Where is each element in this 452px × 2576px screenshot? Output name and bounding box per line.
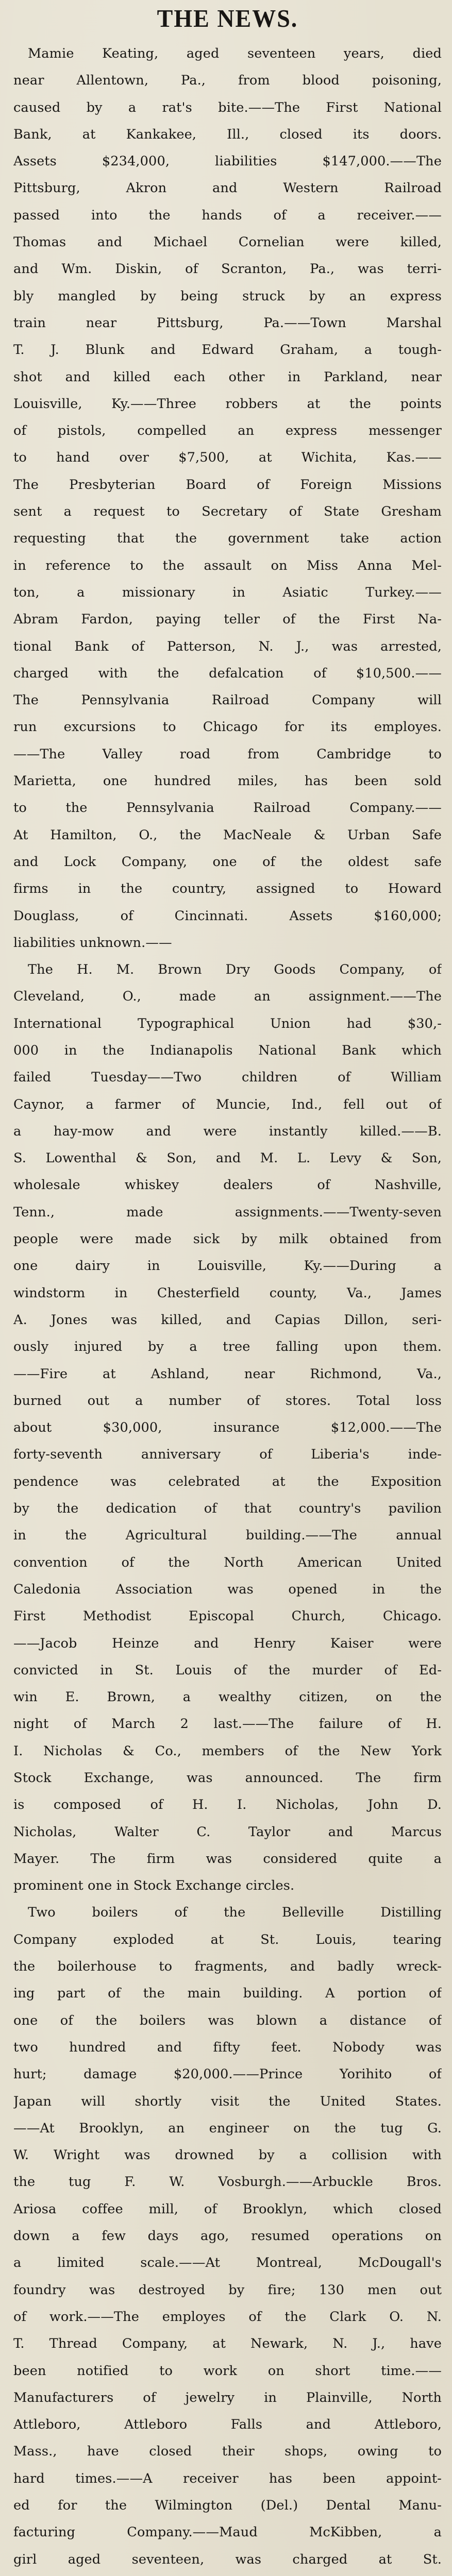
text-line: ——Jacob Heinze and Henry Kaiser were xyxy=(13,1635,442,1651)
text-line: of work.——The employes of the Clark O. N. xyxy=(13,2309,442,2325)
text-line: T. Thread Company, at Newark, N. J., have xyxy=(13,2336,442,2352)
text-line: failed Tuesday——Two children of William xyxy=(13,1070,442,1086)
text-line: At Hamilton, O., the MacNeale & Urban Safe xyxy=(13,827,442,843)
text-line: I. Nicholas & Co., members of the New York xyxy=(13,1743,442,1759)
text-line: ton, a missionary in Asiatic Turkey.—— xyxy=(13,584,442,600)
text-line: Stock Exchange, was announced. The firm xyxy=(13,1770,442,1786)
text-line: girl aged seventeen, was charged at St. xyxy=(13,2551,442,2567)
text-line: and Lock Company, one of the oldest safe xyxy=(13,854,442,870)
text-line: 000 in the Indianapolis National Bank which xyxy=(13,1042,442,1058)
text-line xyxy=(13,2573,442,2576)
text-line: convention of the North American United xyxy=(13,1554,442,1570)
text-line: First Methodist Episcopal Church, Chicago. xyxy=(13,1608,442,1624)
text-line: facturing Company.——Maud McKibben, a xyxy=(13,2524,442,2540)
text-line: Caynor, a farmer of Muncie, Ind., fell out of xyxy=(13,1096,442,1112)
text-line: Assets $234,000, liabilities $147,000.——The xyxy=(13,154,442,170)
text-line: Marietta, one hundred miles, has been sold xyxy=(13,773,442,789)
text-line: wholesale whiskey dealers of Nashville, xyxy=(13,1177,442,1193)
text-line: in the Agricultural building.——The annual xyxy=(13,1528,442,1544)
text-line: by the dedication of that country's pavilion xyxy=(13,1501,442,1517)
text-line: win E. Brown, a wealthy citizen, on the xyxy=(13,1689,442,1705)
text-line: The Pennsylvania Railroad Company will xyxy=(13,692,442,708)
text-line: Bank, at Kankakee, Ill., closed its doors. xyxy=(13,126,442,142)
text-line: Two boilers of the Belleville Distilling xyxy=(28,1905,442,1921)
text-line: near Allentown, Pa., from blood poisoning, xyxy=(13,73,442,89)
text-line: firms in the country, assigned to Howard xyxy=(13,881,442,897)
text-line: The Presbyterian Board of Foreign Missions xyxy=(13,477,442,493)
text-line: W. Wright was drowned by a collision with xyxy=(13,2147,442,2163)
text-line: a limited scale.——At Montreal, McDougall's xyxy=(13,2255,442,2271)
text-line: Tenn., made assignments.——Twenty-seven xyxy=(13,1204,442,1220)
text-line: windstorm in Chesterfield county, Va., James xyxy=(13,1285,442,1301)
text-line: Mayer. The firm was considered quite a xyxy=(13,1851,442,1867)
text-line: ——At Brooklyn, an engineer on the tug G. xyxy=(13,2120,442,2136)
text-line: passed into the hands of a receiver.—— xyxy=(13,207,442,223)
text-line: burned out a number of stores. Total loss xyxy=(13,1393,442,1409)
text-line: S. Lowenthal & Son, and M. L. Levy & Son, xyxy=(13,1150,442,1166)
text-line: Nicholas, Walter C. Taylor and Marcus xyxy=(13,1824,442,1840)
text-line: foundry was destroyed by fire; 130 men out xyxy=(13,2282,442,2298)
text-line: a hay-mow and were instantly killed.——B. xyxy=(13,1123,442,1139)
text-line: people were made sick by milk obtained from xyxy=(13,1231,442,1247)
text-line: Company exploded at St. Louis, tearing xyxy=(13,1931,442,1947)
text-line: ed for the Wilmington (Del.) Dental Manu- xyxy=(13,2498,442,2514)
text-line: prominent one in Stock Exchange circles. xyxy=(13,1878,295,1894)
text-line: night of March 2 last.——The failure of H. xyxy=(13,1716,442,1732)
text-line: two hundred and fifty feet. Nobody was xyxy=(13,2039,442,2055)
text-line: caused by a rat's bite.——The First National xyxy=(13,99,442,115)
text-line: Abram Fardon, paying teller of the First Na- xyxy=(13,612,442,628)
text-line: liabilities unknown.—— xyxy=(13,935,172,951)
text-line: tional Bank of Patterson, N. J., was arrested, xyxy=(13,638,442,654)
text-line: bly mangled by being struck by an express xyxy=(13,288,442,304)
text-line: run excursions to Chicago for its employes. xyxy=(13,719,442,735)
text-line: the tug F. W. Vosburgh.——Arbuckle Bros. xyxy=(13,2174,442,2190)
text-line: of pistols, compelled an express messenger xyxy=(13,423,442,439)
text-line: train near Pittsburg, Pa.——Town Marshal xyxy=(13,315,442,331)
text-line: charged with the defalcation of $10,500.—— xyxy=(13,665,442,681)
text-line: to hand over $7,500, at Wichita, Kas.—— xyxy=(13,450,442,466)
text-line: requesting that the government take action xyxy=(13,531,442,547)
text-line: Mamie Keating, aged seventeen years, died xyxy=(28,46,442,61)
text-line: and Wm. Diskin, of Scranton, Pa., was terri- xyxy=(13,261,442,277)
text-line: about $30,000, insurance $12,000.——The xyxy=(13,1420,442,1436)
text-line: sent a request to Secretary of State Gresham xyxy=(13,504,442,520)
text-line: ously injured by a tree falling upon them. xyxy=(13,1339,442,1355)
text-line: forty-seventh anniversary of Liberia's inde- xyxy=(13,1447,442,1463)
text-line: Douglass, of Cincinnati. Assets $160,000; xyxy=(13,908,442,924)
text-line: is composed of H. I. Nicholas, John D. xyxy=(13,1797,442,1813)
text-line: Thomas and Michael Cornelian were killed, xyxy=(13,234,442,250)
text-line: pendence was celebrated at the Exposition xyxy=(13,1473,442,1489)
text-line: shot and killed each other in Parkland, near xyxy=(13,369,442,385)
text-line: one dairy in Louisville, Ky.——During a xyxy=(13,1258,442,1274)
text-line: International Typographical Union had $30,- xyxy=(13,1015,442,1031)
text-line: Pittsburg, Akron and Western Railroad xyxy=(13,180,442,196)
text-line: been notified to work on short time.—— xyxy=(13,2363,442,2379)
text-line: Mass., have closed their shops, owing to xyxy=(13,2444,442,2460)
text-line: in reference to the assault on Miss Anna Mel- xyxy=(13,557,442,573)
text-line: Cleveland, O., made an assignment.——The xyxy=(13,989,442,1005)
text-line: convicted in St. Louis of the murder of Ed- xyxy=(13,1662,442,1678)
text-line: T. J. Blunk and Edward Graham, a tough- xyxy=(13,342,442,358)
text-line: one of the boilers was blown a distance of xyxy=(13,2012,442,2028)
text-line: ——The Valley road from Cambridge to xyxy=(13,746,442,762)
text-line: Japan will shortly visit the United States. xyxy=(13,2093,442,2109)
text-line: hard times.——A receiver has been appoint- xyxy=(13,2470,442,2486)
text-line: A. Jones was killed, and Capias Dillon, seri- xyxy=(13,1312,442,1328)
text-line: ——Fire at Ashland, near Richmond, Va., xyxy=(13,1366,442,1382)
text-line: hurt; damage $20,000.——Prince Yorihito of xyxy=(13,2066,442,2082)
text-line: the boilerhouse to fragments, and badly wreck- xyxy=(13,1959,442,1975)
text-line: to the Pennsylvania Railroad Company.—— xyxy=(13,800,442,816)
text-line: ing part of the main building. A portion of xyxy=(13,1986,442,2002)
news-article-body xyxy=(13,40,442,2576)
headline: THE NEWS. xyxy=(157,4,298,32)
text-line: Louisville, Ky.——Three robbers at the points xyxy=(13,396,442,412)
text-line: Attleboro, Attleboro Falls and Attleboro, xyxy=(13,2417,442,2433)
text-line: Caledonia Association was opened in the xyxy=(13,1581,442,1597)
text-line: down a few days ago, resumed operations on xyxy=(13,2228,442,2244)
text-line: Manufacturers of jewelry in Plainville, North xyxy=(13,2389,442,2405)
text-line: The H. M. Brown Dry Goods Company, of xyxy=(28,962,442,978)
text-line: Ariosa coffee mill, of Brooklyn, which closed xyxy=(13,2201,442,2217)
